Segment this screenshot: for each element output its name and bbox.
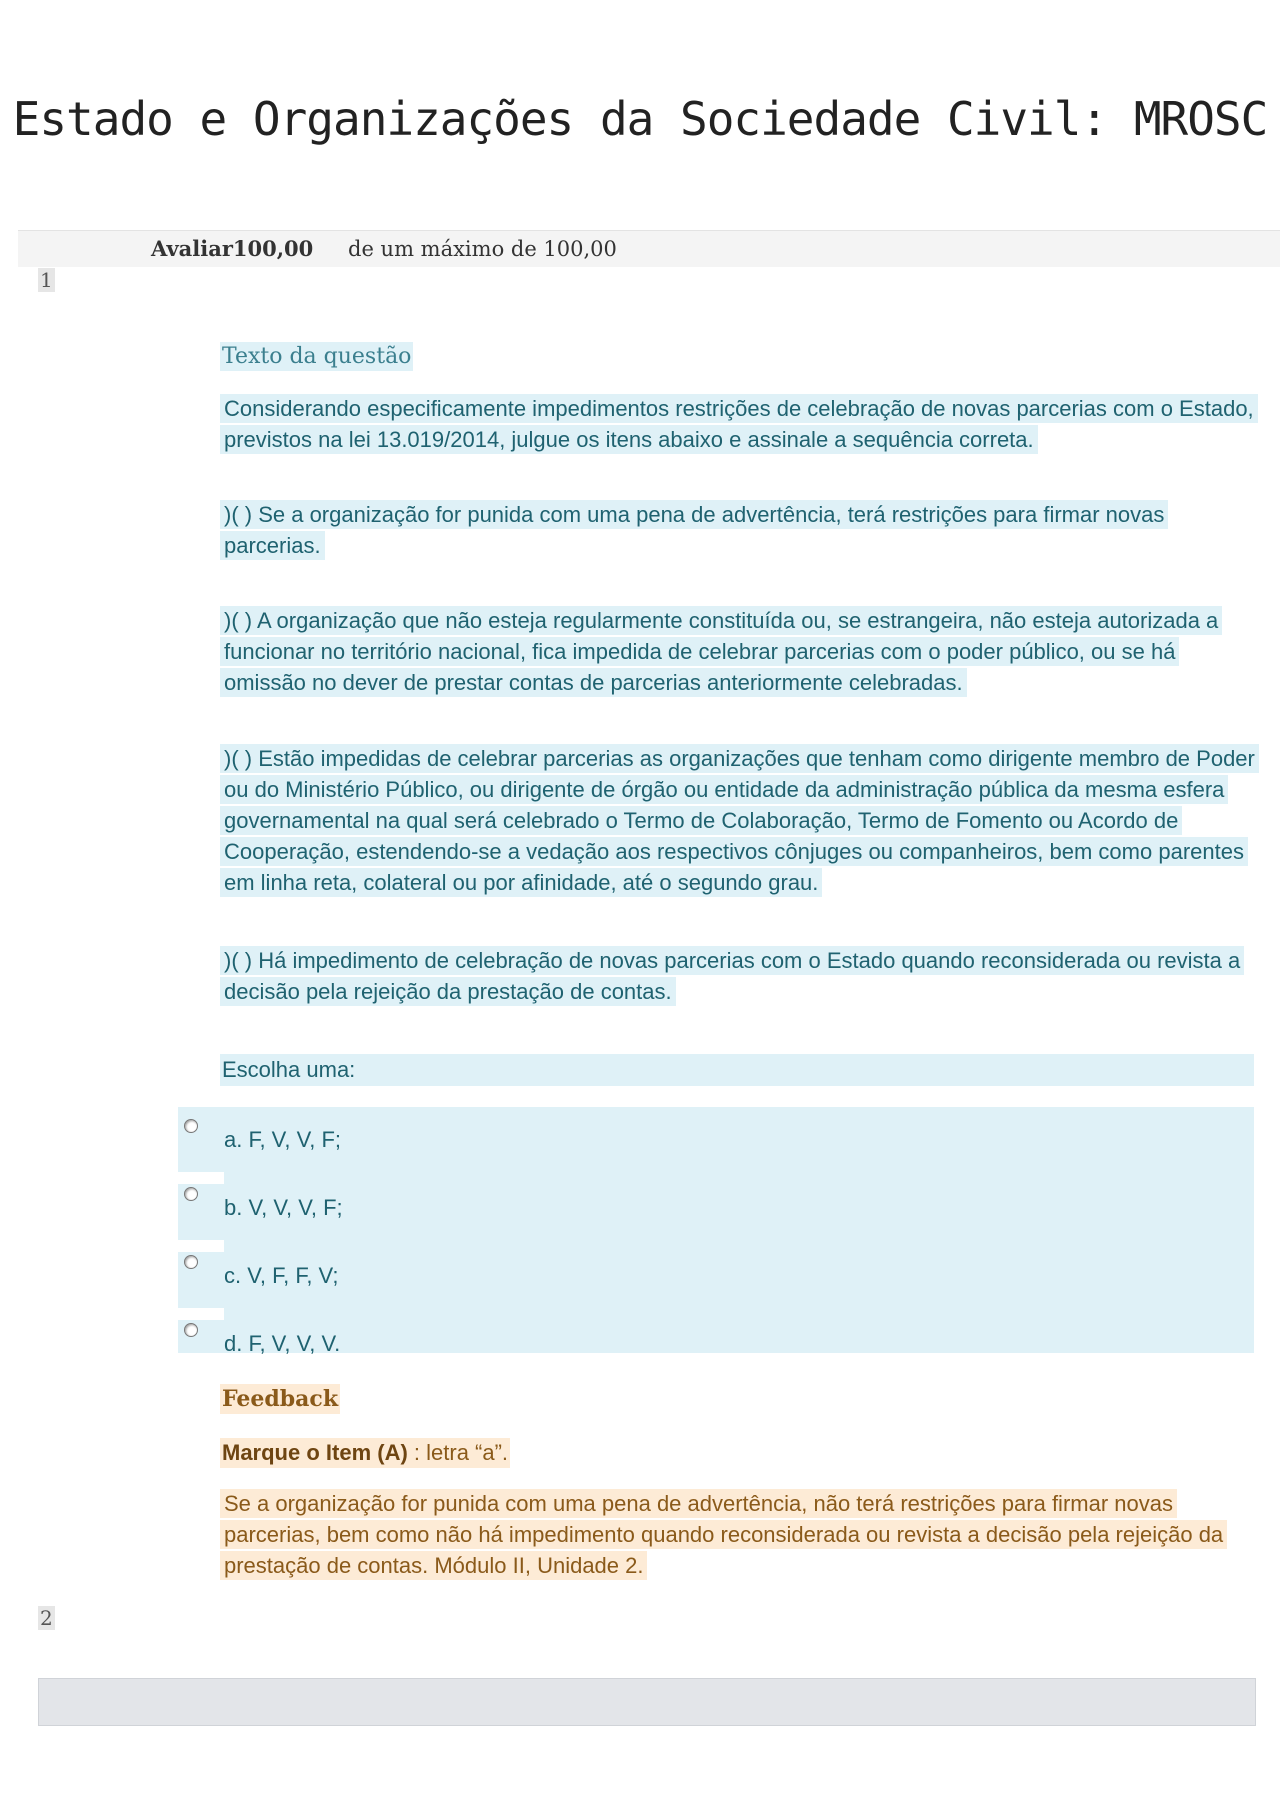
question-item-1: )( ) Se a organização for punida com uma pena de advertência, terá restrições para firmar novas parcerias. xyxy=(220,499,1256,561)
page-title: Estado e Organizações da Sociedade Civil: MROSC xyxy=(12,92,1268,146)
grade-bar xyxy=(18,230,1280,267)
option-b[interactable] xyxy=(178,1175,1254,1235)
question-text-title: Texto da questão xyxy=(222,344,412,369)
option-c-label[interactable]: c. V, F, F, V; xyxy=(224,1263,339,1288)
option-a[interactable] xyxy=(178,1107,1254,1167)
feedback-answer-rest: : letra “a”. xyxy=(407,1440,509,1465)
option-gap xyxy=(178,1172,224,1184)
question-2-info-bar xyxy=(38,1678,1256,1726)
question-number-1[interactable]: 1 xyxy=(40,268,53,292)
question-intro: Considerando especificamente impedimentos restrições de celebração de novas parcerias com o Estado, previstos na lei 13.019/2014, julgue os itens abaixo e assinale a sequência correta. xyxy=(220,393,1256,455)
feedback-title: Feedback xyxy=(222,1386,339,1412)
option-c[interactable] xyxy=(178,1243,1254,1303)
option-d[interactable] xyxy=(178,1311,1254,1371)
radio-a[interactable] xyxy=(184,1119,198,1133)
grade-max-text: de um máximo de 100,00 xyxy=(348,237,617,261)
option-a-label[interactable]: a. F, V, V, F; xyxy=(224,1127,341,1152)
feedback-body: Se a organização for punida com uma pena de advertência, não terá restrições para firmar novas parcerias, bem como não há impedimento quando reconsiderada ou revista a decisão pela rejeição da prestação de contas. Módulo II, Unidade 2. xyxy=(220,1488,1260,1581)
feedback-answer-strong: Marque o Item (A) xyxy=(222,1440,408,1465)
feedback-answer xyxy=(220,1438,510,1468)
question-number-2[interactable]: 2 xyxy=(40,1606,53,1630)
option-gap xyxy=(178,1240,224,1252)
choose-one-label: Escolha uma: xyxy=(220,1054,1254,1086)
option-b-label[interactable]: b. V, V, V, F; xyxy=(224,1195,343,1220)
option-gap xyxy=(178,1308,224,1320)
answer-options xyxy=(178,1107,1254,1356)
radio-b[interactable] xyxy=(184,1187,198,1201)
question-item-4: )( ) Há impedimento de celebração de novas parcerias com o Estado quando reconsiderada ou revista a decisão pela rejeição da prestação de contas. xyxy=(220,945,1256,1007)
radio-c[interactable] xyxy=(184,1255,198,1269)
grade-label: Avaliar100,00 xyxy=(151,236,314,261)
question-item-2: )( ) A organização que não esteja regularmente constituída ou, se estrangeira, não esteja autorizada a funcionar no território nacional, fica impedida de celebrar parcerias com o poder público, ou se há omissão no dever de prestar contas de parcerias anteriormente celebradas. xyxy=(220,605,1256,698)
question-item-3: )( ) Estão impedidas de celebrar parcerias as organizações que tenham como dirigente membro de Poder ou do Ministério Público, ou dirigente de órgão ou entidade da administração pública da mesma esfera governamental na qual será celebrado o Termo de Colaboração, Termo de Fomento ou Acordo de Cooperação, estendendo-se a vedação aos respectivos cônjuges ou companheiros, bem como parentes em linha reta, colateral ou por afinidade, até o segundo grau. xyxy=(220,743,1256,898)
option-d-label[interactable]: d. F, V, V, V. xyxy=(224,1331,341,1356)
radio-d[interactable] xyxy=(184,1323,198,1337)
